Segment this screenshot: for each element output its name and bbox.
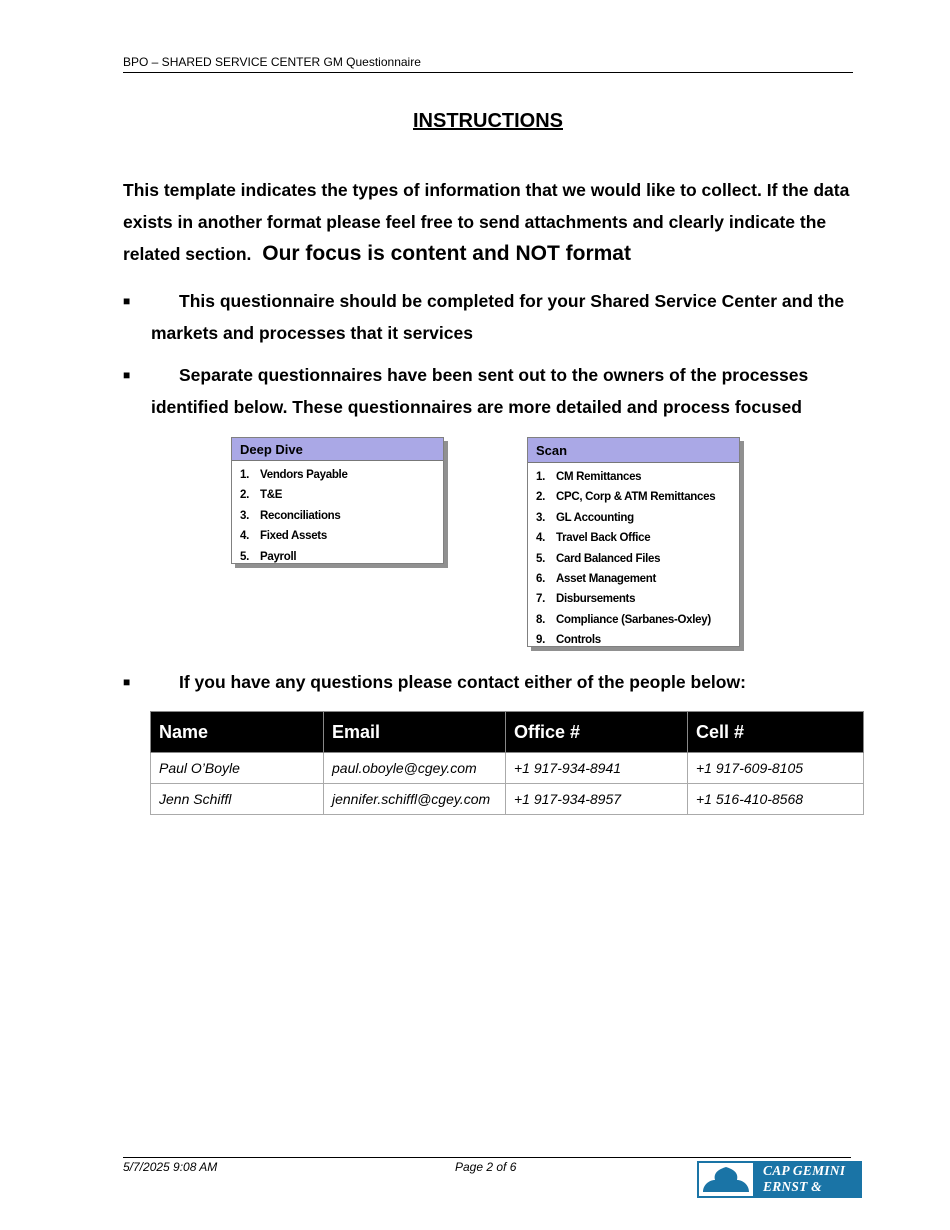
list-label: Reconciliations (260, 509, 341, 522)
list-item (240, 547, 443, 567)
intro-emphasis: Our focus is content and NOT format (262, 242, 631, 265)
contact-office: +1 917-934-8957 (506, 784, 688, 815)
list-label: Controls (556, 634, 601, 647)
list-label: CPC, Corp & ATM Remittances (556, 491, 716, 504)
list-item (536, 589, 739, 609)
list-number: 4. (536, 532, 545, 545)
table-row (151, 784, 864, 815)
square-bullet-icon: ■ (123, 368, 131, 382)
list-label: Compliance (Sarbanes-Oxley) (556, 613, 711, 626)
list-label: Asset Management (556, 572, 657, 585)
list-label: GL Accounting (556, 511, 634, 524)
scan-list (528, 463, 739, 651)
deep-dive-title: Deep Dive (232, 438, 443, 461)
list-number: 6. (536, 572, 545, 585)
list-number: 2. (536, 491, 545, 504)
contact-name: Paul O’Boyle (151, 753, 324, 784)
list-label: Payroll (260, 550, 297, 563)
spade-logo-icon (699, 1163, 753, 1196)
column-header: Email (324, 712, 506, 753)
bullet-item (123, 666, 858, 698)
footer-page-number: Page 2 of 6 (455, 1160, 517, 1174)
list-item (536, 467, 739, 487)
square-bullet-icon: ■ (123, 294, 131, 308)
list-number: 4. (240, 530, 249, 543)
table-header-row (151, 712, 864, 753)
list-item (240, 485, 443, 505)
bullet-item (123, 285, 858, 349)
list-item (536, 630, 739, 650)
list-item (240, 506, 443, 526)
list-number: 1. (536, 471, 545, 483)
logo-line-1: CAP GEMINI (763, 1163, 846, 1178)
list-item (536, 610, 739, 630)
contact-office: +1 917-934-8941 (506, 753, 688, 784)
intro-paragraph (123, 174, 853, 270)
list-label: T&E (260, 489, 283, 502)
square-bullet-icon: ■ (123, 675, 131, 689)
list-item (240, 465, 443, 485)
list-item (240, 526, 443, 546)
bullet-item (123, 359, 858, 423)
intro-text: This template indicates the types of information that we would like to collect. If the data exists in another format please feel free to send attachments and clearly indicate the related section. (123, 180, 850, 264)
logo-line-2: ERNST & YOUNG (763, 1179, 822, 1210)
contact-name: Jenn Schiffl (151, 784, 324, 815)
list-label: CM Remittances (556, 471, 642, 483)
list-number: 3. (240, 509, 249, 522)
deep-dive-box (231, 437, 444, 564)
list-label: Vendors Payable (260, 469, 348, 481)
list-number: 1. (240, 469, 249, 481)
list-label: Fixed Assets (260, 530, 327, 543)
list-number: 5. (536, 552, 545, 565)
bullet-text: If you have any questions please contact either of the people below: (179, 672, 746, 692)
list-label: Disbursements (556, 593, 636, 606)
page-header: BPO – SHARED SERVICE CENTER GM Questionnaire (123, 55, 853, 73)
column-header: Office # (506, 712, 688, 753)
contact-cell: +1 516-410-8568 (688, 784, 864, 815)
list-number: 8. (536, 613, 545, 626)
contact-cell: +1 917-609-8105 (688, 753, 864, 784)
list-label: Card Balanced Files (556, 552, 661, 565)
company-logo (697, 1161, 862, 1210)
footer-divider (123, 1157, 851, 1158)
scan-box (527, 437, 740, 647)
list-item (536, 508, 739, 528)
column-header: Name (151, 712, 324, 753)
list-number: 9. (536, 634, 545, 647)
list-label: Travel Back Office (556, 532, 651, 545)
list-number: 3. (536, 511, 545, 524)
list-item (536, 528, 739, 548)
contact-email[interactable]: jennifer.schiffl@cgey.com (324, 784, 506, 815)
list-number: 5. (240, 550, 249, 563)
column-header: Cell # (688, 712, 864, 753)
contact-email[interactable]: paul.oboyle@cgey.com (324, 753, 506, 784)
deep-dive-list (232, 461, 443, 567)
list-item (536, 569, 739, 589)
scan-title: Scan (528, 438, 739, 463)
bullet-text: Separate questionnaires have been sent out to the owners of the processes identified below. These questionnaires are more detailed and process focused (151, 365, 809, 417)
list-number: 7. (536, 593, 545, 606)
bullet-text: This questionnaire should be completed for your Shared Service Center and the markets and processes that it services (151, 291, 845, 343)
list-item (536, 487, 739, 507)
footer-date: 5/7/2025 9:08 AM (123, 1160, 218, 1174)
logo-text (763, 1163, 862, 1211)
table-row (151, 753, 864, 784)
list-item (536, 549, 739, 569)
list-number: 2. (240, 489, 249, 502)
contacts-table (150, 711, 864, 815)
page-title: INSTRUCTIONS (413, 110, 563, 132)
